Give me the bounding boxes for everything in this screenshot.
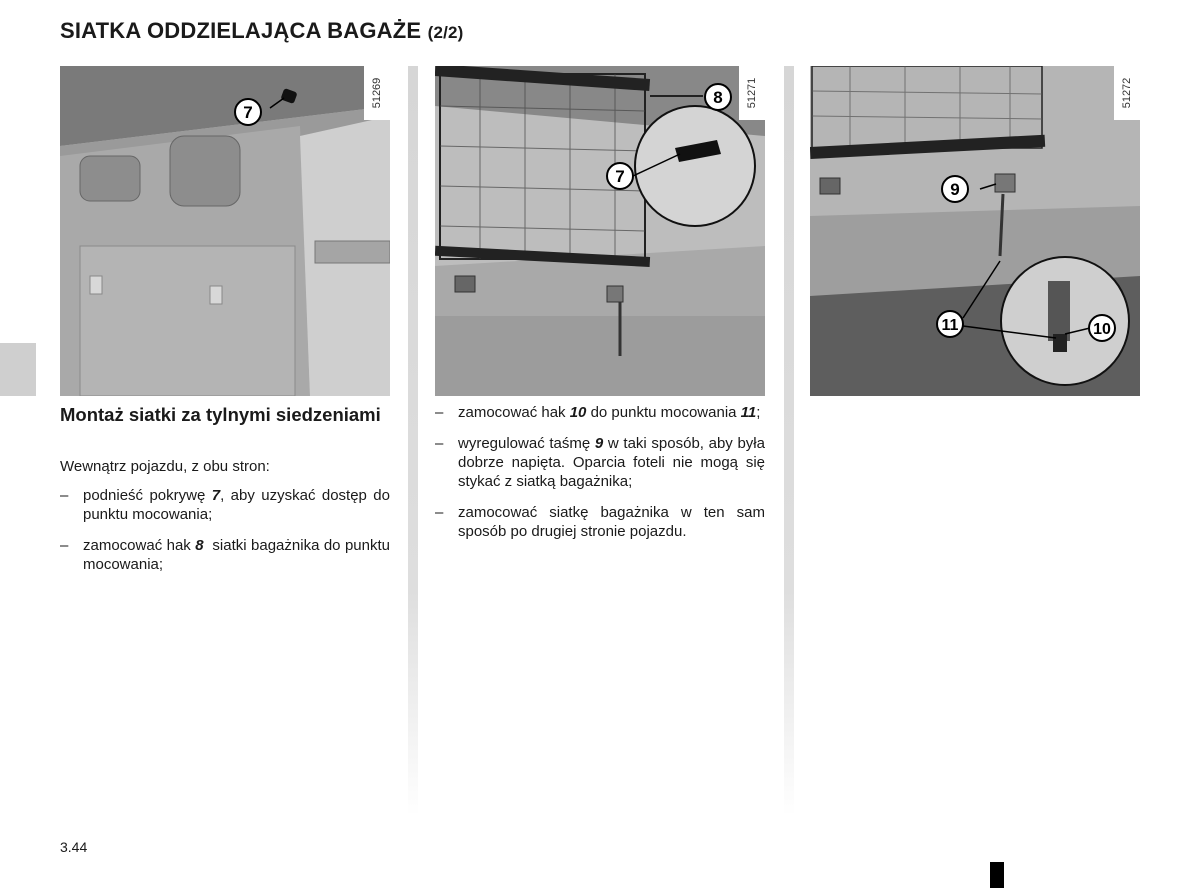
- list-item: – podnieść pokrywę 7, aby uzyskać dostęp do punktu mocowania;: [60, 487, 390, 523]
- callout-8: 8: [713, 88, 723, 107]
- page-edge-marker: [990, 862, 1004, 888]
- column-divider: [784, 66, 794, 816]
- page-title: [60, 18, 464, 44]
- instruction-list-col1: [60, 486, 395, 586]
- callout-7: 7: [615, 167, 625, 186]
- figure-id-label: 51272: [1114, 66, 1140, 120]
- figure-id-label: 51269: [364, 66, 390, 120]
- column-divider: [408, 66, 418, 816]
- list-item: – wyregulować taśmę 9 w taki sposób, aby była dobrze napięta. Oparcia foteli nie mogą się stykać z siatką bagażnika;: [435, 435, 765, 490]
- figure-strap-anchor: [810, 66, 1140, 396]
- intro-paragraph: Wewnątrz pojazdu, z obu stron:: [60, 458, 270, 475]
- page-title-text: SIATKA ODDZIELAJĄCA BAGAŻE: [60, 18, 422, 43]
- list-item: – zamocować hak 8 siatki bagażnika do punktu mocowania;: [60, 537, 395, 573]
- callout-10: 10: [1093, 321, 1111, 338]
- callout-9: 9: [950, 180, 960, 199]
- chapter-tab-marker: [0, 343, 36, 396]
- figure-id-label: 51271: [739, 66, 765, 120]
- page-title-part: (2/2): [427, 23, 464, 42]
- figure-net-hook-point: [435, 66, 765, 396]
- list-item: – zamocować siatkę bagażnika w ten sam sposób po drugiej stronie pojazdu.: [435, 504, 765, 540]
- section-heading: Montaż siatki za tylnymi siedzeniami: [60, 404, 381, 425]
- page-number: 3.44: [60, 839, 88, 855]
- callout-7: 7: [243, 103, 253, 122]
- list-item: – zamocować hak 10 do punktu mocowania 11;: [435, 404, 761, 421]
- callout-11: 11: [941, 317, 959, 334]
- instruction-list-col2: [435, 403, 765, 553]
- figure-rear-seats-cover: [60, 66, 390, 396]
